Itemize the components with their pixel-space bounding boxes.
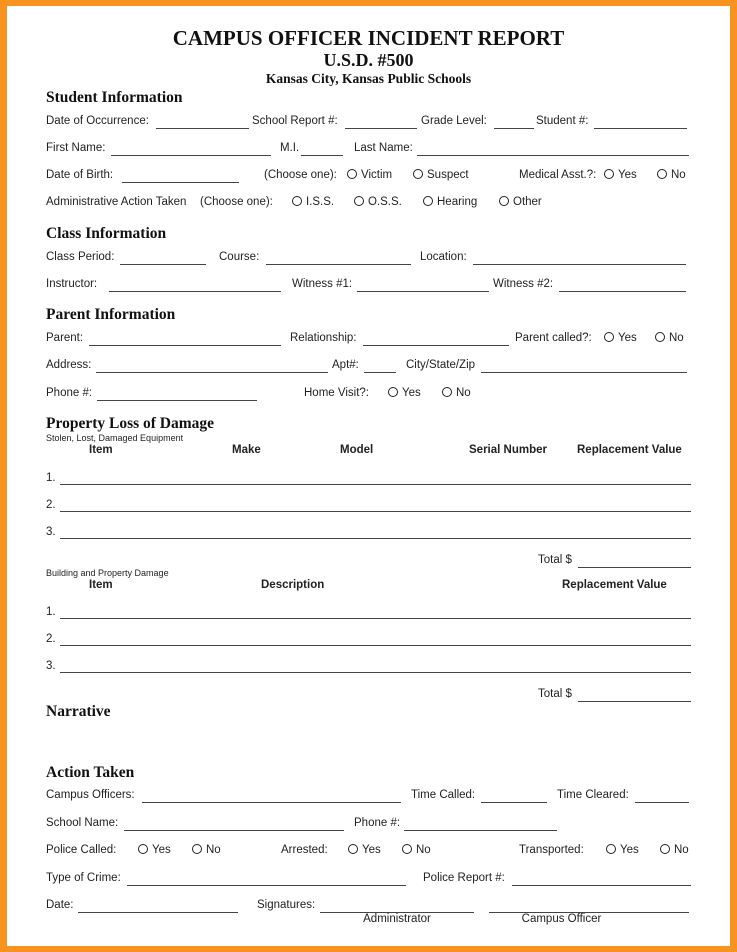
- class-period-label: Class Period:: [46, 251, 115, 263]
- police-report-label: Police Report #:: [423, 872, 505, 884]
- student-number-field[interactable]: [594, 128, 687, 129]
- home-visit-no-option[interactable]: [442, 387, 471, 399]
- admin-action-label: Administrative Action Taken: [46, 196, 187, 208]
- other-radio-icon[interactable]: [499, 196, 509, 206]
- equipment-row-number: 2.: [46, 499, 56, 511]
- equipment-total-field[interactable]: [578, 567, 691, 568]
- hearing-radio-icon[interactable]: [423, 196, 433, 206]
- date-field[interactable]: [78, 912, 238, 913]
- witness2-label: Witness #2:: [493, 278, 554, 290]
- address-field[interactable]: [96, 372, 328, 373]
- relationship-field[interactable]: [363, 345, 509, 346]
- equipment-row-number: 3.: [46, 526, 56, 538]
- witness1-label: Witness #1:: [292, 278, 353, 290]
- transported-label: Transported:: [519, 844, 584, 856]
- transported-no-radio-icon[interactable]: [660, 844, 670, 854]
- building-row-1-field[interactable]: [60, 618, 691, 619]
- suspect-radio-icon[interactable]: [413, 169, 423, 179]
- phone-field[interactable]: [97, 400, 257, 401]
- oss-option[interactable]: [354, 196, 402, 208]
- police-called-label: Police Called:: [46, 844, 117, 856]
- grade-level-field[interactable]: [494, 128, 534, 129]
- other-label: Other: [513, 196, 542, 208]
- school-name-field[interactable]: [124, 830, 344, 831]
- phone-label: Phone #:: [46, 387, 93, 399]
- student-info-heading: Student Information: [46, 89, 183, 106]
- apt-field[interactable]: [364, 372, 396, 373]
- police-called-yes-option[interactable]: [138, 844, 171, 856]
- class-period-field[interactable]: [120, 264, 206, 265]
- iss-option[interactable]: [292, 196, 334, 208]
- parent-called-yes-label: Yes: [618, 332, 637, 344]
- home-visit-no-label: No: [456, 387, 471, 399]
- victim-option[interactable]: [347, 169, 392, 181]
- oss-radio-icon[interactable]: [354, 196, 364, 206]
- medical-no-label: No: [671, 169, 686, 181]
- report-title: CAMPUS OFFICER INCIDENT REPORT: [172, 26, 565, 50]
- transported-yes-label: Yes: [620, 844, 639, 856]
- last-name-label: Last Name:: [354, 142, 413, 154]
- type-of-crime-label: Type of Crime:: [46, 872, 121, 884]
- building-row-number: 2.: [46, 633, 56, 645]
- transported-no-option[interactable]: [660, 844, 689, 856]
- parent-info-heading: Parent Information: [46, 306, 176, 323]
- medical-yes-radio-icon[interactable]: [604, 169, 614, 179]
- equipment-row-number: 1.: [46, 472, 56, 484]
- report-sheet: [7, 6, 730, 946]
- building-row-2-field[interactable]: [60, 645, 691, 646]
- time-cleared-field[interactable]: [635, 802, 689, 803]
- arrested-no-label: No: [416, 844, 431, 856]
- arrested-yes-label: Yes: [362, 844, 381, 856]
- class-info-heading: Class Information: [46, 225, 167, 242]
- home-visit-label: Home Visit?:: [304, 387, 369, 399]
- school-report-field[interactable]: [345, 128, 417, 129]
- type-of-crime-field[interactable]: [127, 885, 406, 886]
- address-label: Address:: [46, 359, 92, 371]
- building-total-label: Total $: [538, 688, 572, 700]
- location-label: Location:: [420, 251, 467, 263]
- equipment-row-3-field[interactable]: [60, 538, 691, 539]
- medical-no-radio-icon[interactable]: [657, 169, 667, 179]
- police-called-no-radio-icon[interactable]: [192, 844, 202, 854]
- district-label: U.S.D. #500: [323, 50, 414, 70]
- date-occurrence-field[interactable]: [156, 128, 249, 129]
- arrested-no-option[interactable]: [402, 844, 431, 856]
- building-damage-subheading: Building and Property Damage: [46, 568, 169, 578]
- city-state-zip-label: City/State/Zip: [406, 359, 476, 371]
- witness2-field[interactable]: [559, 291, 686, 292]
- admin-choose-label: (Choose one):: [200, 196, 273, 208]
- parent-field[interactable]: [89, 345, 281, 346]
- campus-officers-field[interactable]: [142, 802, 401, 803]
- victim-radio-icon[interactable]: [347, 169, 357, 179]
- grade-level-label: Grade Level:: [421, 115, 487, 127]
- course-field[interactable]: [266, 264, 411, 265]
- transported-yes-option[interactable]: [606, 844, 639, 856]
- dob-label: Date of Birth:: [46, 169, 114, 181]
- other-option[interactable]: [499, 196, 542, 208]
- equipment-row-1-field[interactable]: [60, 484, 691, 485]
- mi-label: M.I.: [280, 142, 300, 154]
- building-total-field[interactable]: [578, 701, 691, 702]
- location-field[interactable]: [473, 264, 686, 265]
- first-name-label: First Name:: [46, 142, 106, 154]
- apt-label: Apt#:: [332, 359, 359, 371]
- building-row-3-field[interactable]: [60, 672, 691, 673]
- home-visit-no-radio-icon[interactable]: [442, 387, 452, 397]
- col-model-header: Model: [340, 444, 374, 456]
- hearing-option[interactable]: [423, 196, 477, 208]
- parent-called-yes-option[interactable]: [604, 332, 637, 344]
- parent-called-no-radio-icon[interactable]: [655, 332, 665, 342]
- col-value-header: Replacement Value: [577, 444, 682, 456]
- stolen-equipment-subheading: Stolen, Lost, Damaged Equipment: [46, 433, 184, 443]
- witness1-field[interactable]: [357, 291, 489, 292]
- iss-radio-icon[interactable]: [292, 196, 302, 206]
- campus-officers-label: Campus Officers:: [46, 789, 135, 801]
- choose-one-label: (Choose one):: [264, 169, 337, 181]
- building-row-number: 1.: [46, 606, 56, 618]
- medical-yes-label: Yes: [618, 169, 637, 181]
- victim-label: Victim: [361, 169, 393, 181]
- date-occurrence-label: Date of Occurrence:: [46, 115, 149, 127]
- hearing-label: Hearing: [437, 196, 478, 208]
- mi-field[interactable]: [301, 155, 343, 156]
- equipment-total-label: Total $: [538, 554, 572, 566]
- oss-label: O.S.S.: [368, 196, 402, 208]
- col-make-header: Make: [232, 444, 261, 456]
- parent-called-no-label: No: [669, 332, 684, 344]
- date-label: Date:: [46, 899, 74, 911]
- building-row-number: 3.: [46, 660, 56, 672]
- col-serial-header: Serial Number: [469, 444, 547, 456]
- suspect-option[interactable]: [413, 169, 469, 181]
- police-called-yes-label: Yes: [152, 844, 171, 856]
- time-cleared-label: Time Cleared:: [557, 789, 629, 801]
- equipment-row-2-field[interactable]: [60, 511, 691, 512]
- parent-called-yes-radio-icon[interactable]: [604, 332, 614, 342]
- instructor-label: Instructor:: [46, 278, 98, 290]
- arrested-label: Arrested:: [281, 844, 328, 856]
- time-called-field[interactable]: [481, 802, 547, 803]
- campus-officer-caption: Campus Officer: [521, 913, 602, 925]
- suspect-label: Suspect: [427, 169, 469, 181]
- first-name-field[interactable]: [111, 155, 271, 156]
- police-called-yes-radio-icon[interactable]: [138, 844, 148, 854]
- police-called-no-label: No: [206, 844, 221, 856]
- property-loss-heading: Property Loss of Damage: [46, 415, 215, 432]
- instructor-field[interactable]: [109, 291, 281, 292]
- school-name-label: School Name:: [46, 817, 119, 829]
- parent-called-no-option[interactable]: [655, 332, 684, 344]
- medical-yes-option[interactable]: [604, 169, 637, 181]
- last-name-field[interactable]: [417, 155, 689, 156]
- transported-no-label: No: [674, 844, 689, 856]
- home-visit-yes-radio-icon[interactable]: [388, 387, 398, 397]
- student-number-label: Student #:: [536, 115, 589, 127]
- arrested-yes-option[interactable]: [348, 844, 381, 856]
- parent-label: Parent:: [46, 332, 84, 344]
- iss-label: I.S.S.: [306, 196, 335, 208]
- police-called-no-option[interactable]: [192, 844, 221, 856]
- home-visit-yes-option[interactable]: [388, 387, 421, 399]
- action-phone-label: Phone #:: [354, 817, 401, 829]
- arrested-no-radio-icon[interactable]: [402, 844, 412, 854]
- course-label: Course:: [219, 251, 260, 263]
- signatures-label: Signatures:: [257, 899, 316, 911]
- city-state-zip-field[interactable]: [481, 372, 687, 373]
- building-col-item-header: Item: [89, 579, 113, 591]
- building-col-value-header: Replacement Value: [562, 579, 667, 591]
- transported-yes-radio-icon[interactable]: [606, 844, 616, 854]
- time-called-label: Time Called:: [411, 789, 476, 801]
- relationship-label: Relationship:: [290, 332, 357, 344]
- narrative-heading: Narrative: [46, 703, 111, 720]
- school-report-label: School Report #:: [252, 115, 338, 127]
- building-col-description-header: Description: [261, 579, 325, 591]
- medical-asst-label: Medical Asst.?:: [519, 169, 597, 181]
- medical-no-option[interactable]: [657, 169, 686, 181]
- col-item-header: Item: [89, 444, 113, 456]
- action-phone-field[interactable]: [404, 830, 557, 831]
- action-taken-heading: Action Taken: [46, 764, 135, 781]
- home-visit-yes-label: Yes: [402, 387, 421, 399]
- parent-called-label: Parent called?:: [515, 332, 592, 344]
- administrator-caption: Administrator: [363, 913, 431, 925]
- report-subtitle: Kansas City, Kansas Public Schools: [265, 71, 472, 86]
- narrative-area[interactable]: [46, 726, 691, 762]
- dob-field[interactable]: [122, 182, 239, 183]
- police-report-field[interactable]: [512, 885, 691, 886]
- arrested-yes-radio-icon[interactable]: [348, 844, 358, 854]
